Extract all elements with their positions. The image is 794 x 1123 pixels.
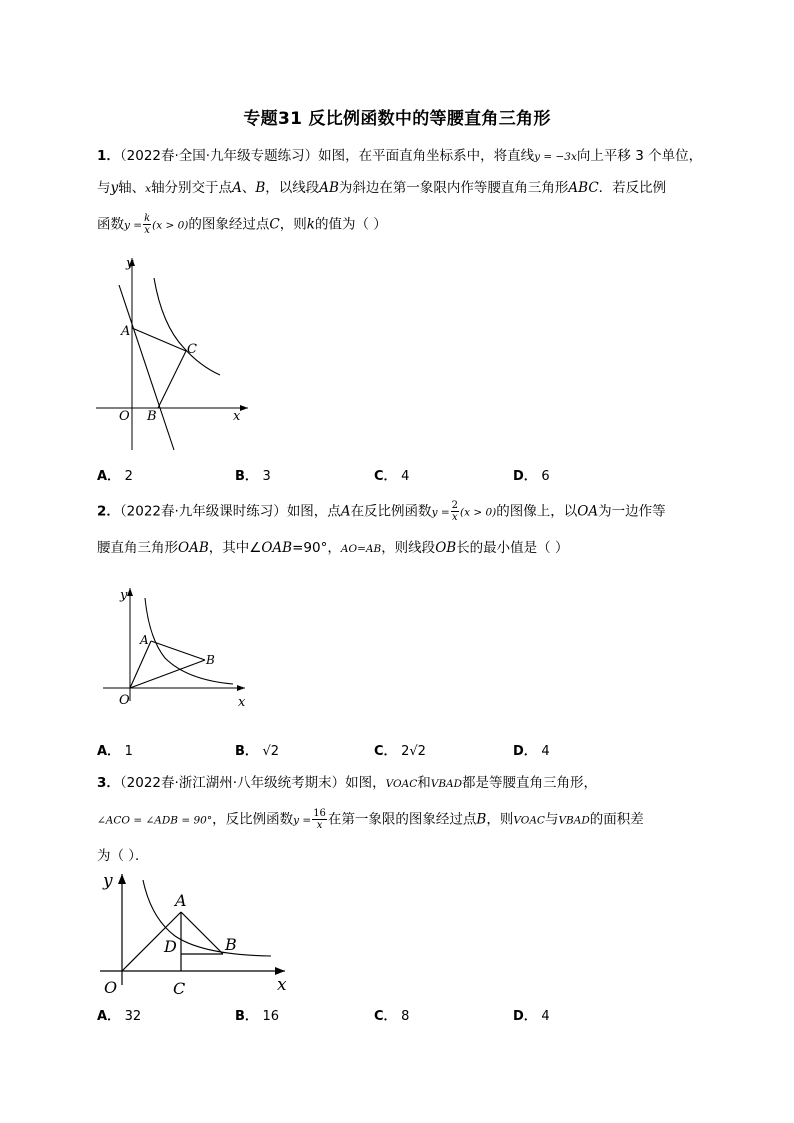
q2-option-d[interactable]: D． 4 [513,744,550,759]
q1-option-c[interactable]: C． 4 [374,469,410,484]
q2-line-2: 腰直角三角形OAB，其中∠OAB=90°，AO=AB，则线段OB长的最小值是（ ） [97,540,569,556]
q3-option-d[interactable]: D． 4 [513,1009,550,1024]
q3-point-b: B [225,935,237,954]
q2-option-a[interactable]: A． 1 [97,744,133,759]
q1-y-label: y [126,256,134,271]
q3-x-label: x [277,975,287,995]
q2-segment-ob [130,660,205,688]
q1-option-a[interactable]: A． 2 [97,469,133,484]
q1-x-arrow-icon [240,405,248,411]
q1-option-b[interactable]: B． 3 [235,469,271,484]
q2-x-label: x [238,695,246,710]
q1-point-a: A [121,324,131,339]
q1-point-c: C [187,342,197,357]
q1-line-3: 函数y = $\frac{k}{x}$ (x > 0)的图象经过点C，则k的值为（ ） [97,213,387,236]
q1-line-expr: y = −3x [534,151,577,163]
q1-fraction: $\frac{k}{x}$ [144,213,151,236]
q3-option-b[interactable]: B． 16 [235,1009,279,1024]
q1-line-1: 1．（2022春·全国·九年级专题练习）如图，在平面直角坐标系中，将直线y = −3x向上平移 3 个单位， [97,148,703,164]
q3-y-label: y [103,871,113,891]
q2-y-arrow-icon [127,588,133,596]
q1-x-label: x [233,409,241,424]
q1-segment-cb [158,351,186,408]
q3-y-arrow-icon [118,874,126,884]
q1-line-2: 与y轴、x轴分别交于点A、B，以线段AB为斜边在第一象限内作等腰直角三角形ABC．若反比例 [97,180,667,196]
q2-option-b[interactable]: B． √2 [235,744,280,759]
q2-y-label: y [120,588,128,603]
q2-figure [95,583,260,713]
q3-option-a[interactable]: A． 32 [97,1009,142,1024]
q3-hyperbola [143,880,271,956]
q2-option-c[interactable]: C． 2√2 [374,744,426,759]
q1-source: （2022春·全国·九年级专题练习） [119,148,319,164]
q1-origin: O [119,409,130,424]
q2-segment-ab [151,641,205,660]
q3-point-c: C [173,979,186,996]
q1-number: 1． [97,148,120,164]
q3-line-2: ∠ACO = ∠ADB = 90°，反比例函数y = $\frac{16}{x}$ 在第一象限的图象经过点B，则VOAC与VBAD的面积差 [97,808,644,831]
q2-number: 2． [97,503,120,520]
q3-source: （2022春·浙江湖州·八年级统考期末） [119,775,346,791]
q3-origin: O [104,978,118,996]
q2-source: （2022春·九年级课时练习） [119,503,287,520]
q1-point-b: B [147,409,157,424]
q3-number: 3． [97,775,120,791]
q2-fraction: $\frac{2}{x}$ [451,500,459,523]
q1-line-ab [119,285,174,450]
q2-point-a: A [140,633,149,647]
q2-line-1: 2．（2022春·九年级课时练习）如图，点A在反比例函数y = $\frac{2}{x}$ (x > 0)的图像上，以OA为一边作等 [97,500,666,523]
q2-x-arrow-icon [237,685,245,691]
q2-origin: O [119,693,130,708]
q3-figure [95,868,295,996]
q3-fraction: $\frac{16}{x}$ [313,808,326,831]
q3-point-d: D [164,937,177,956]
q1-hyperbola [154,278,220,375]
q1-option-d[interactable]: D． 6 [513,469,550,484]
q1-figure [90,250,260,455]
q3-point-a: A [175,891,187,910]
q3-line-1: 3．（2022春·浙江湖州·八年级统考期末）如图，VOAC和VBAD都是等腰直角三角形， [97,775,598,791]
q3-x-arrow-icon [275,967,285,975]
q3-option-c[interactable]: C． 8 [374,1009,410,1024]
q2-point-b: B [206,653,215,667]
page-title: 专题31 反比例函数中的等腰直角三角形 [243,109,551,129]
q2-hyperbola [145,598,233,684]
q3-line-3: 为（ ）． [97,848,149,864]
